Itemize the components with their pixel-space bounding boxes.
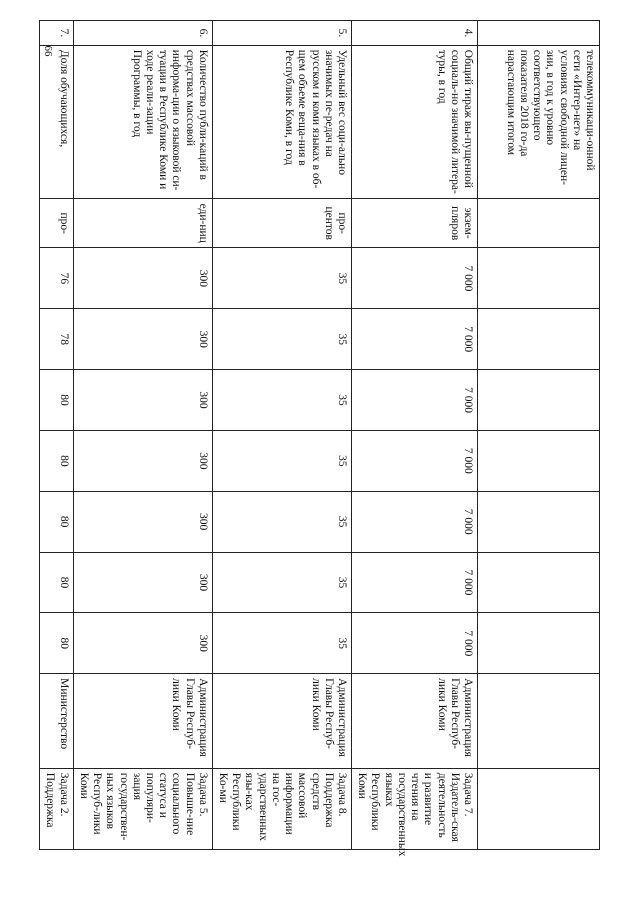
value-cell: 300 — [73, 552, 212, 613]
indicators-table — [39, 20, 600, 857]
row-number-cell: 7. — [40, 21, 73, 46]
value-cell: 80 — [40, 370, 73, 431]
responsible-cell: Администрация Главы Респуб-лики Коми — [212, 674, 351, 769]
responsible-cell: Администрация Главы Респуб-лики Коми — [352, 674, 478, 769]
value-cell: 35 — [212, 430, 351, 491]
row-number-cell: 4. — [352, 21, 478, 46]
indicator-cell: Удельный вес соци-ально значимых пе-редач на русском и коми языках в об-щем объеме веща-ния в Республике Коми, в год — [212, 45, 351, 198]
value-cell: 80 — [40, 552, 73, 613]
unit-cell: еди-ниц — [73, 198, 212, 248]
value-cell: 78 — [40, 309, 73, 370]
value-cell: 7 000 — [352, 552, 478, 613]
value-cell: 35 — [212, 613, 351, 674]
value-cell: 35 — [212, 370, 351, 431]
value-cell: 300 — [73, 370, 212, 431]
value-cell — [478, 430, 600, 491]
unit-cell: экзем-пляров — [352, 198, 478, 248]
value-cell: 35 — [212, 491, 351, 552]
value-cell: 80 — [40, 491, 73, 552]
responsible-cell: Министерство — [40, 674, 73, 769]
task-cell: Задача 2. Поддержка — [40, 768, 73, 849]
row-number-cell: 5. — [212, 21, 351, 46]
value-cell: 80 — [40, 613, 73, 674]
value-cell: 7 000 — [352, 430, 478, 491]
unit-cell: про- — [40, 198, 73, 248]
table-row — [352, 21, 478, 850]
task-cell: Задача 5. Повыше-ние социального статуса и популяри-зация государствен-ных языков Респуб-лики Коми — [73, 768, 212, 849]
indicator-cell: Количество публи-каций в средствах массовой информа-ции о языковой си-туации в Республике Коми и ходе реали-зации Программы, в год — [73, 45, 212, 198]
indicator-cell: Доля обучающихся, — [40, 45, 73, 198]
table-row — [478, 21, 600, 850]
indicator-cell: телекоммуникаци-онной сети «Интер-нет» на условиях свободной лицен-зии, в год к уровню соответствующего показателя 2018 го-да нарастающим итогом — [478, 45, 600, 198]
value-cell: 7 000 — [352, 370, 478, 431]
value-cell: 300 — [73, 309, 212, 370]
table-row — [212, 21, 351, 850]
value-cell: 7 000 — [352, 309, 478, 370]
task-cell: Задача 8. Поддержка средств массовой информации на гос-ударственных язы-ках Республики Ко-ми — [212, 768, 351, 849]
value-cell: 300 — [73, 430, 212, 491]
task-cell: Задача 7. Издатель-ская деятельность и развитие чтения на государственных языках Республики Коми — [352, 768, 478, 849]
unit-cell — [478, 198, 600, 248]
table-row — [73, 21, 212, 850]
responsible-cell — [478, 674, 600, 769]
value-cell: 35 — [212, 309, 351, 370]
unit-cell: про-центов — [212, 198, 351, 248]
value-cell: 7 000 — [352, 248, 478, 309]
value-cell — [478, 370, 600, 431]
value-cell: 35 — [212, 248, 351, 309]
task-cell — [478, 768, 600, 849]
page-number: 66 — [42, 45, 54, 57]
value-cell: 35 — [212, 552, 351, 613]
table-row — [40, 21, 73, 850]
row-number-cell: 6. — [73, 21, 212, 46]
indicator-cell: Общий тираж вы-пущенной социаль-но значимой литера-туры, в год — [352, 45, 478, 198]
responsible-cell: Администрация Главы Респуб-лики Коми — [73, 674, 212, 769]
value-cell: 300 — [73, 613, 212, 674]
value-cell: 80 — [40, 430, 73, 491]
value-cell — [478, 491, 600, 552]
value-cell: 76 — [40, 248, 73, 309]
value-cell: 7 000 — [352, 613, 478, 674]
value-cell — [478, 248, 600, 309]
value-cell: 7 000 — [352, 491, 478, 552]
value-cell: 300 — [73, 248, 212, 309]
value-cell — [478, 552, 600, 613]
value-cell: 300 — [73, 491, 212, 552]
value-cell — [478, 309, 600, 370]
row-number-cell — [478, 21, 600, 46]
value-cell — [478, 613, 600, 674]
